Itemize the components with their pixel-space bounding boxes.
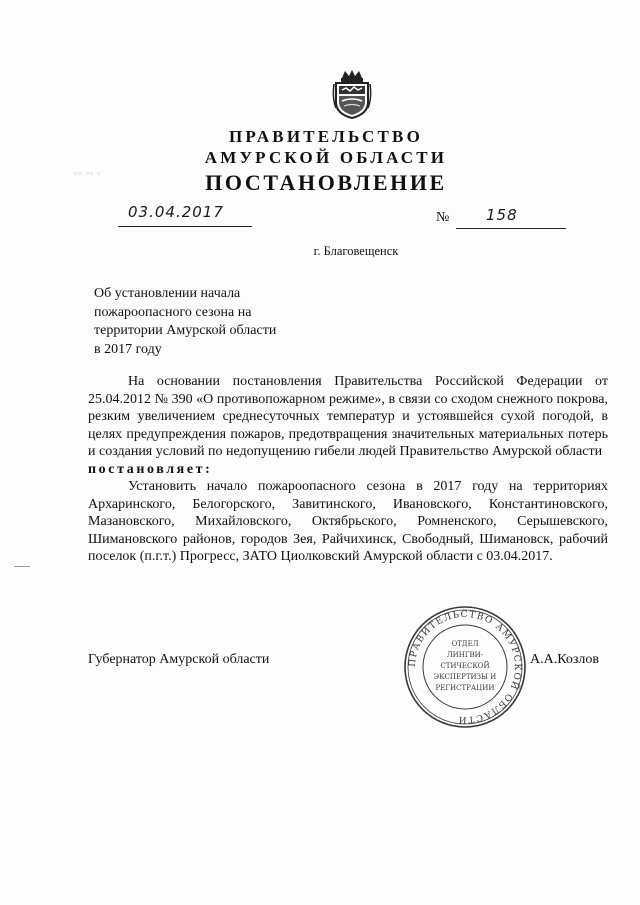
seal-line: ОТДЕЛ [451,640,479,648]
seal-line: РЕГИСТРАЦИИ [435,684,495,692]
coat-of-arms-icon [330,68,374,120]
seal-line: ЭКСПЕРТИЗЫ И [433,673,497,681]
region-title: АМУРСКОЙ ОБЛАСТИ [204,148,448,167]
official-seal-icon [402,604,528,730]
subject-line: в 2017 году [94,341,162,357]
subject-line: пожароопасного сезона на [94,304,252,320]
signatory-name: А.А.Козлов [530,652,599,667]
preamble-paragraph: На основании постановления Правительства Российской Федерации от 25.04.2012 № 390 «О противопожарном режиме», в связи со сходом снежного покрова, резким увеличением среднесуточных температур и устоявшейся сухой погодой, в целях предупреждения пожаров, предотвращения значительных материальных потерь и создания условий по недопущению гибели людей Правительство Амурской области [88,374,608,459]
seal-line: ЛИНГВИ- [446,651,484,659]
faint-stamp-mark: ▫▫ ▫▫ ▫ [74,168,102,178]
document-body [88,373,608,566]
document-date: 03.04.2017 [128,203,224,221]
document-number: 158 [486,206,518,224]
signatory-position: Губернатор Амурской области [88,652,270,667]
decree-word: постановляет: [88,461,213,477]
decree-paragraph: Установить начало пожароопасного сезона в 2017 году на территориях Архаринского, Белогорского, Завитинского, Ивановского, Константиновского, Мазановского, Михайловского, Октябрьского, Ромненского, Серышевского, Шимановского районов, городов Зея, Райчихинск, Свободный, Шимановск, рабочий поселок (п.г.т.) Прогресс, ЗАТО Циолковский Амурской области с 03.04.2017. [88,479,608,564]
city-name: г. Благовещенск [313,244,399,258]
government-title: ПРАВИТЕЛЬСТВО [229,127,423,146]
number-label: № [436,210,450,225]
subject-line: территории Амурской области [94,323,277,338]
seal-outer-text: ПРАВИТЕЛЬСТВО АМУРСКОЙ ОБЛАСТИ [407,609,523,725]
document-subject [94,285,276,359]
document-type-title: ПОСТАНОВЛЕНИЕ [205,170,447,195]
subject-line: Об установлении начала [94,286,241,301]
seal-line: СТИЧЕСКОЙ [440,662,490,670]
margin-mark [14,566,30,567]
